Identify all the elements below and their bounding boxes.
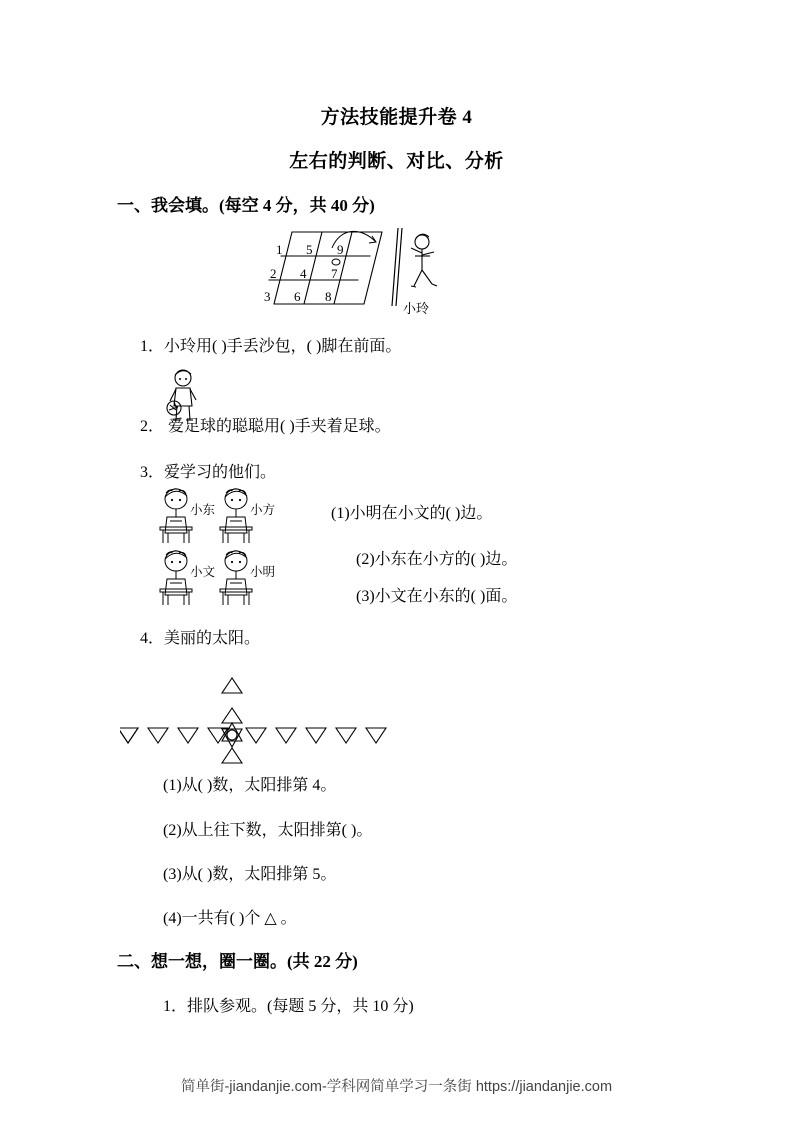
section1-heading: 一、我会填。(每空 4 分，共 40 分) <box>117 196 375 215</box>
hopscotch-cell-9: 9 <box>337 242 344 257</box>
question-1-4-item-3: (3)从( )数，太阳排第 5。 <box>163 866 337 883</box>
hopscotch-cell-7: 7 <box>331 266 338 281</box>
student-name-xiaowen: 小文 <box>190 565 216 579</box>
student-name-xiaoming: 小明 <box>250 565 276 579</box>
hopscotch-cell-4: 4 <box>300 266 307 281</box>
question-1-3-stem: 3．爱学习的他们。 <box>140 464 277 481</box>
student-name-xiaodong: 小东 <box>190 503 216 517</box>
students-at-desks-icon <box>152 487 312 612</box>
page-title: 方法技能提升卷 4 <box>320 107 473 128</box>
hopscotch-cell-5: 5 <box>306 242 313 257</box>
hopscotch-cell-1: 1 <box>276 242 283 257</box>
question-1-4-item-1: (1)从( )数，太阳排第 4。 <box>163 777 337 794</box>
section2-heading: 二、想一想，圈一圈。(共 22 分) <box>117 952 358 971</box>
question-1-2: 2． 爱足球的聪聪用( )手夹着足球。 <box>140 418 391 435</box>
footer-watermark: 简单街-jiandanjie.com-学科网简单学习一条街 https://jiandanjie.com <box>180 1079 613 1095</box>
question-1-1: 1．小玲用( )手丢沙包，( )脚在前面。 <box>140 338 402 355</box>
hopscotch-cell-2: 2 <box>270 266 277 281</box>
triangles-and-sun-figure <box>120 655 540 765</box>
question-1-3-item-3: (3)小文在小东的( )面。 <box>356 588 518 605</box>
question-1-3-item-1: (1)小明在小文的( )边。 <box>331 505 493 522</box>
hopscotch-figure <box>248 228 448 320</box>
student-name-xiaofang: 小方 <box>250 503 276 517</box>
question-1-4-item-4: (4)一共有( )个 △ 。 <box>163 910 297 927</box>
question-1-3-item-2: (2)小东在小方的( )边。 <box>356 551 518 568</box>
question-1-4-stem: 4．美丽的太阳。 <box>140 630 261 647</box>
hopscotch-player-label: 小玲 <box>403 301 430 316</box>
hopscotch-cell-3: 3 <box>264 289 271 304</box>
hopscotch-cell-6: 6 <box>294 289 301 304</box>
page-subtitle: 左右的判断、对比、分析 <box>289 151 504 172</box>
question-2-1: 1．排队参观。(每题 5 分，共 10 分) <box>163 998 414 1015</box>
question-1-4-item-2: (2)从上往下数，太阳排第( )。 <box>163 822 373 839</box>
hopscotch-cell-8: 8 <box>325 289 332 304</box>
